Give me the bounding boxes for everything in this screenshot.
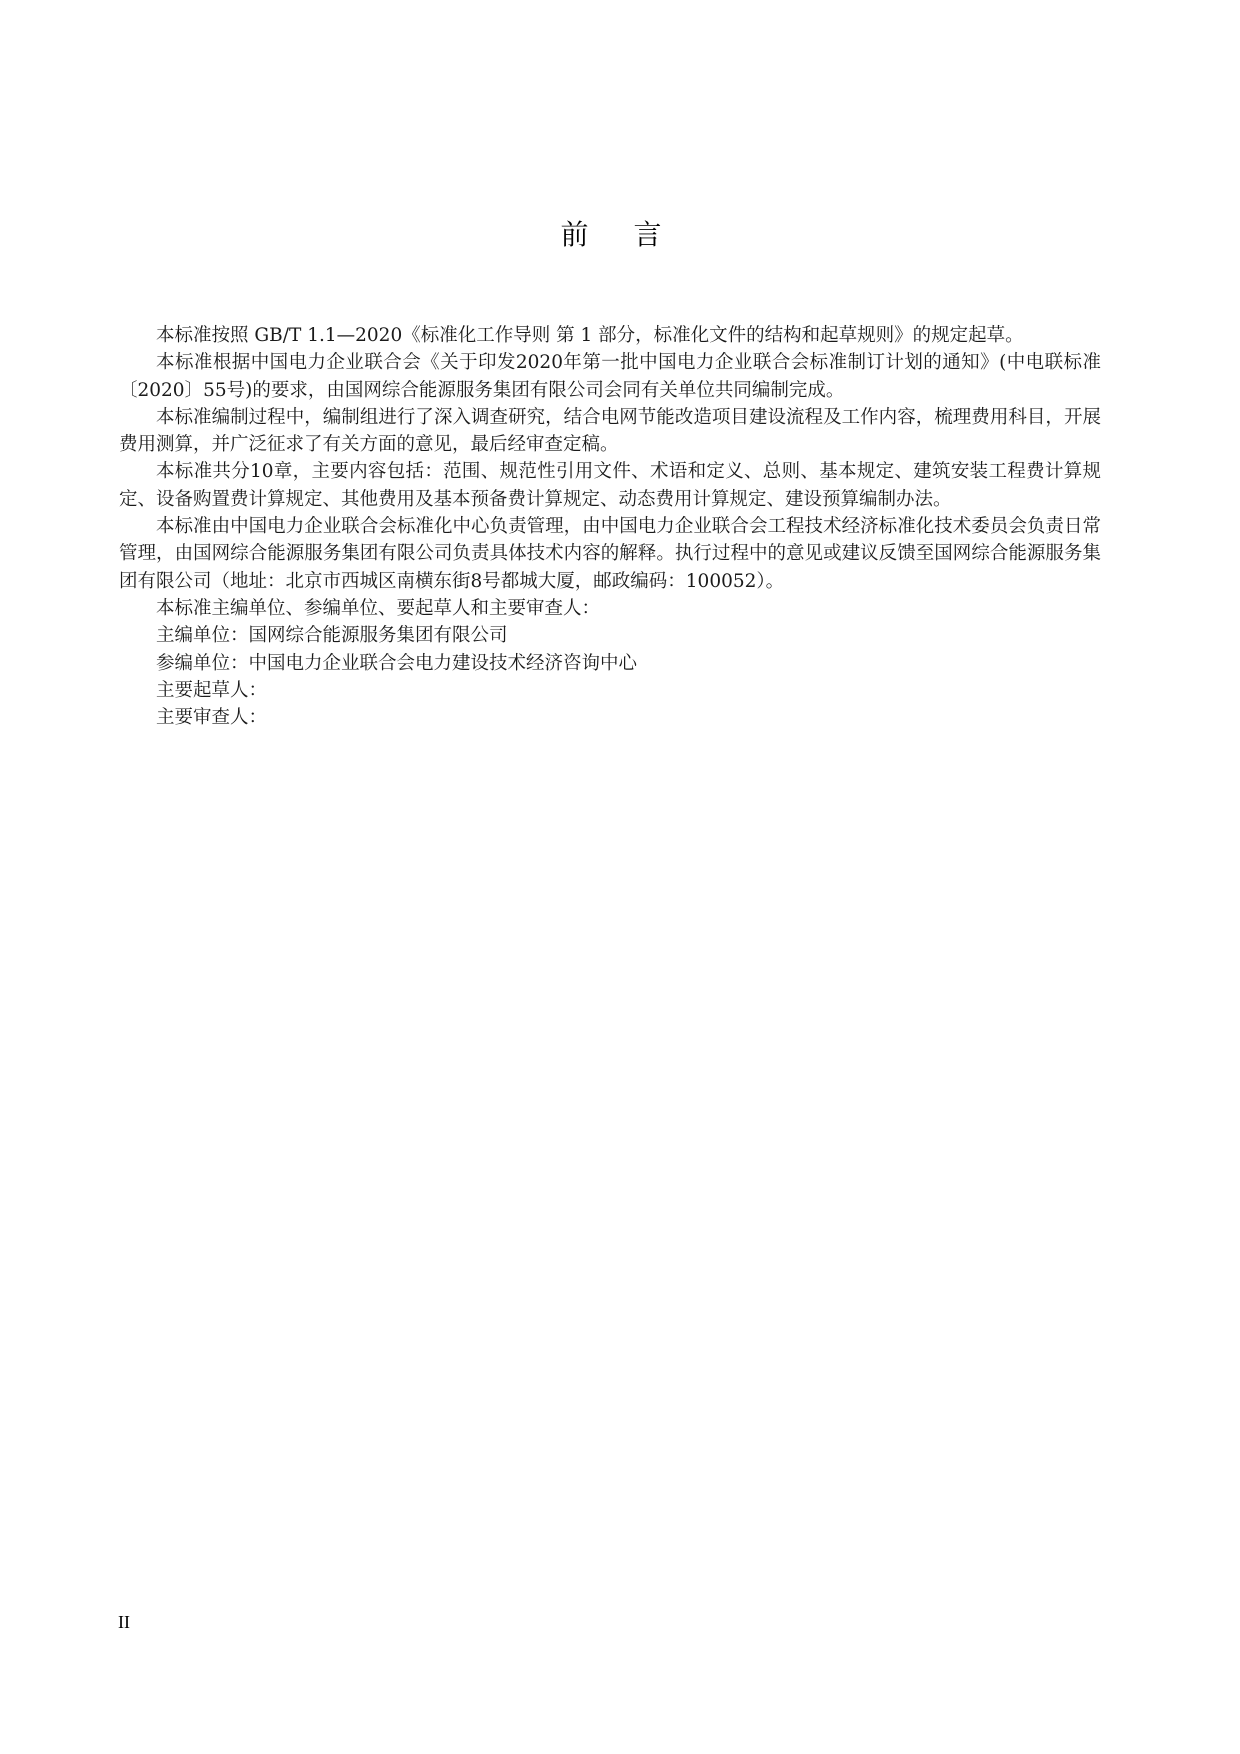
paragraph-basis: 本标准根据中国电力企业联合会《关于印发2020年第一批中国电力企业联合会标准制订计划的通知》(中电联标准〔2020〕55号)的要求，由国网综合能源服务集团有限公司会同有关单位共同编制完成。	[119, 352, 1101, 401]
foreword-body	[119, 322, 1101, 731]
paragraph-drafters: 主要起草人：	[156, 679, 268, 701]
page-title: 前 言	[560, 218, 680, 251]
paragraph-drafting-rules: 本标准按照 GB/T 1.1—2020《标准化工作导则 第 1 部分，标准化文件的结构和起草规则》的规定起草。	[156, 325, 1024, 346]
paragraph-contents: 本标准共分10章，主要内容包括：范围、规范性引用文件、术语和定义、总则、基本规定、建筑安装工程费计算规定、设备购置费计算规定、其他费用及基本预备费计算规定、动态费用计算规定、建设预算编制办法。	[119, 461, 1101, 510]
paragraph-chief-unit: 主编单位：国网综合能源服务集团有限公司	[156, 625, 508, 647]
paragraph-units-intro: 本标准主编单位、参编单位、要起草人和主要审查人：	[156, 597, 601, 619]
paragraph-management: 本标准由中国电力企业联合会标准化中心负责管理，由中国电力企业联合会工程技术经济标准化技术委员会负责日常管理，由国网综合能源服务集团有限公司负责具体技术内容的解释。执行过程中的意见或建议反馈至国网综合能源服务集团有限公司（地址：北京市西城区南横东街8号都城大厦，邮政编码：100052）。	[119, 516, 1101, 592]
paragraph-process: 本标准编制过程中，编制组进行了深入调查研究，结合电网节能改造项目建设流程及工作内容，梳理费用科目，开展费用测算，并广泛征求了有关方面的意见，最后经审查定稿。	[119, 406, 1101, 456]
page-number: II	[118, 1612, 130, 1632]
paragraph-participating-unit: 参编单位：中国电力企业联合会电力建设技术经济咨询中心	[156, 652, 638, 674]
paragraph-reviewers: 主要审查人：	[156, 707, 268, 729]
